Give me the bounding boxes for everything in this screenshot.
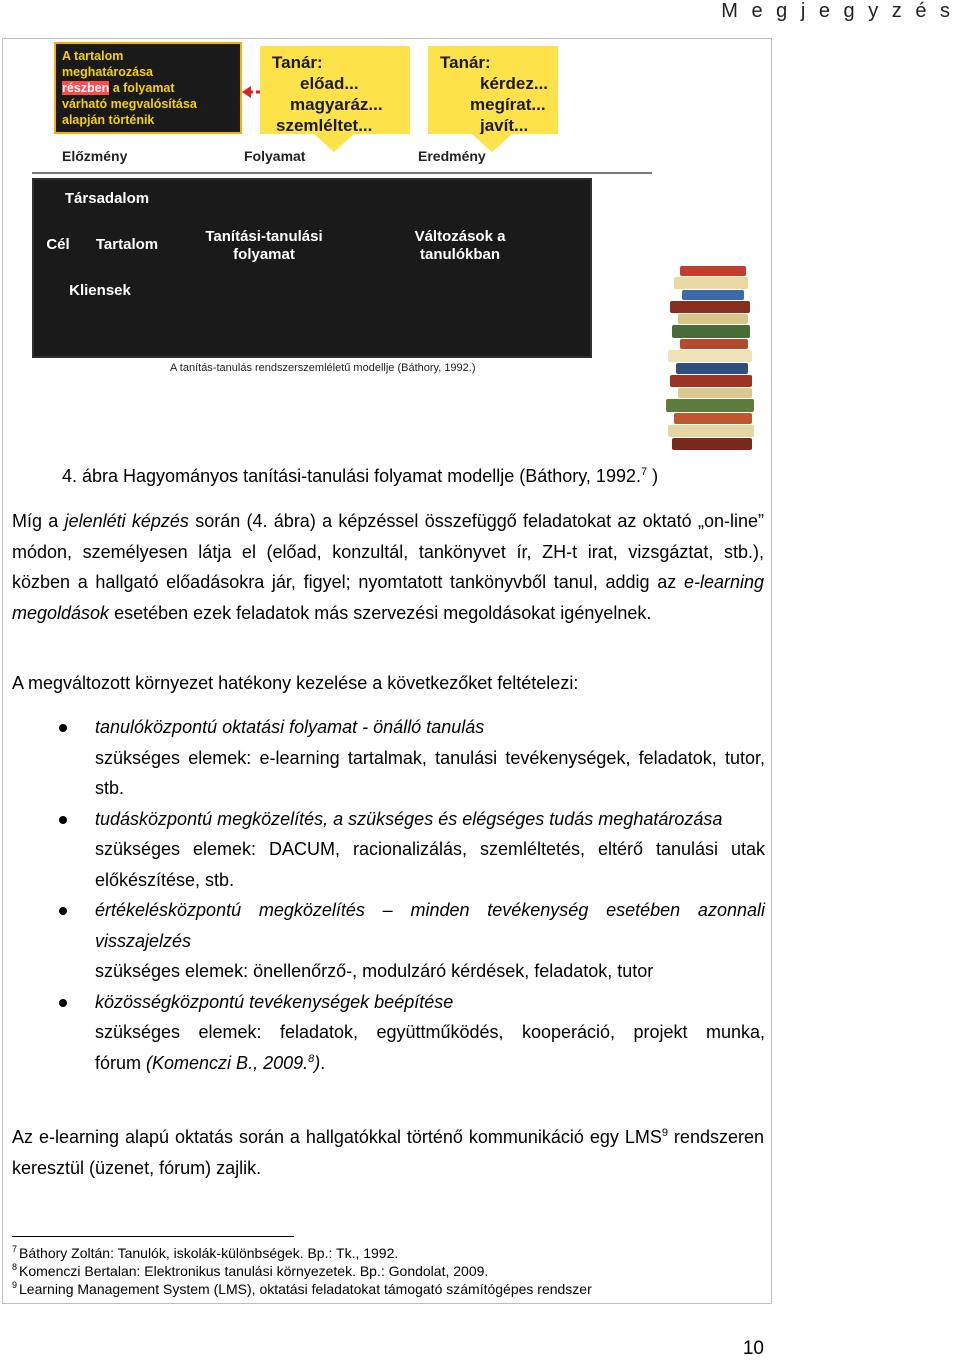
bullet-title: tudásközpontú megközelítés, a szükséges és elégséges tudás meghatározása — [95, 808, 723, 829]
bullet-citation-end: . — [320, 1052, 326, 1073]
stage-prereq: Előzmény — [62, 148, 128, 164]
result-teacher-line-3: javít... — [480, 116, 529, 135]
label-society: Társadalom — [64, 190, 150, 207]
bullet-title: értékelésközpontú megközelítés – minden tevékenység esetében azonnali visszajelzés — [95, 900, 765, 951]
bullet-dot-icon — [59, 724, 67, 732]
process-pointer-icon — [314, 134, 354, 152]
prereq-line-5: alapján történik — [62, 113, 155, 127]
footnote-8-text: Komenczi Bertalan: Elektronikus tanulási környezetek. Bp.: Gondolat, 2009. — [19, 1263, 489, 1279]
bullet-desc: szükséges elemek: önellenőrző-, modulzáró kérdések, feladatok, tutor — [95, 961, 654, 981]
footnote-rule — [12, 1236, 294, 1237]
para1-text-3: esetében ezek feladatok más szervezési megoldásokat igényelnek. — [109, 602, 652, 623]
result-teacher-line-1: kérdez... — [480, 74, 549, 93]
list-item — [55, 804, 765, 896]
book-stack-icon — [660, 266, 770, 456]
figure-caption-footnote-ref: 7 — [640, 466, 648, 478]
figure-box-result-teacher — [428, 46, 558, 134]
para3-rest: rendszeren keresztül (üzenet, fórum) zajlik. — [12, 1127, 764, 1178]
paragraph-3 — [12, 1122, 764, 1183]
figure-caption — [62, 466, 658, 487]
list-item — [55, 895, 765, 987]
prereq-line-2: meghatározása — [62, 65, 154, 79]
label-changes: Változások a tanulókban — [414, 228, 506, 263]
bullet-dot-icon — [59, 999, 67, 1007]
bullet-desc — [95, 1017, 765, 1078]
footnote-7-num: 7 — [12, 1244, 18, 1255]
process-teacher-line-2: magyaráz... — [290, 95, 383, 114]
bullet-dot-icon — [59, 907, 67, 915]
bullet-citation-close: ) — [314, 1052, 321, 1073]
figure-teaching-model — [22, 38, 772, 458]
label-process: Tanítási-tanulási folyamat — [205, 228, 323, 263]
para1-text-2: során (4. ábra) a képzéssel összefüggő feladatokat az oktató „on-line” módon, személyesen látja el (előad, konzultál, tankönyvet ír, ZH-t irat, vizsgáztat, stb.), közben a hallgató előadásokra jár, figyel; nyomtatott tankönyvből tanul, addig az — [12, 511, 764, 592]
stage-process: Folyamat — [244, 148, 306, 164]
process-teacher-line-3: szemléltet... — [276, 116, 373, 135]
page-number: 10 — [742, 1338, 764, 1359]
footnote-8-num: 8 — [12, 1262, 18, 1273]
bullet-title: tanulóközpontú oktatási folyamat - önálló tanulás — [95, 717, 485, 737]
list-item — [55, 712, 765, 804]
footnote-8 — [12, 1262, 592, 1280]
prereq-line-3: a folyamat — [109, 81, 175, 95]
bullet-list — [55, 712, 765, 1078]
bullet-citation-ref: 8 — [308, 1052, 315, 1065]
footnote-9-num: 9 — [12, 1280, 18, 1291]
prereq-line-4: várható megvalósítása — [62, 97, 197, 111]
label-goal: Cél — [46, 236, 70, 253]
para1-italic-1: jelenléti képzés — [64, 511, 189, 531]
para3-text: Az e-learning alapú oktatás során a hallgatókkal történő kommunikáció egy LMS — [12, 1127, 662, 1147]
figure-caption-text: 4. ábra Hagyományos tanítási-tanulási folyamat modellje (Báthory, 1992. — [62, 466, 641, 486]
para3-footnote-ref: 9 — [661, 1127, 668, 1139]
bullet-desc-text: szükséges elemek: feladatok, együttműködés, kooperáció, projekt munka, fórum — [95, 1022, 765, 1073]
list-item — [55, 987, 765, 1079]
paragraph-1 — [12, 506, 764, 628]
prereq-highlight: részben — [62, 81, 110, 95]
bullet-desc: szükséges elemek: DACUM, racionalizálás, szemléltetés, eltérő tanulási utak előkészítése, stb. — [95, 839, 765, 890]
figure-separator — [32, 172, 652, 174]
header-title: M e g j e g y z é s — [721, 0, 954, 22]
figure-inner-caption: A tanítás-tanulás rendszerszemléletű modellje (Báthory, 1992.) — [170, 362, 476, 374]
footnotes — [12, 1244, 592, 1298]
para1-text-1: Míg a — [12, 511, 65, 531]
process-teacher-head: Tanár: — [272, 53, 323, 72]
result-teacher-line-2: megírat... — [470, 95, 546, 114]
footnote-7-text: Báthory Zoltán: Tanulók, iskolák-különbségek. Bp.: Tk., 1992. — [19, 1245, 399, 1261]
label-content: Tartalom — [95, 236, 159, 253]
bullet-desc: szükséges elemek: e-learning tartalmak, tanulási tevékenységek, feladatok, tutor, stb. — [95, 747, 765, 798]
bullet-dot-icon — [59, 816, 67, 824]
para1-italic-2: e-learning megoldások — [12, 572, 764, 623]
prereq-line-1: A tartalom — [62, 49, 124, 63]
footnote-7 — [12, 1244, 592, 1262]
paragraph-2: A megváltozott környezet hatékony kezelése a következőket feltételezi: — [12, 673, 579, 693]
footnote-9-text: Learning Management System (LMS), oktatási feladatokat támogató számítógépes rendszer — [19, 1281, 592, 1297]
figure-box-process-teacher — [260, 46, 410, 134]
process-teacher-line-1: előad... — [300, 74, 359, 93]
bullet-citation: (Komenczi B., 2009. — [146, 1052, 309, 1073]
figure-box-prereq — [54, 42, 242, 134]
result-teacher-head: Tanár: — [440, 53, 491, 72]
footnote-9 — [12, 1280, 592, 1298]
stage-result: Eredmény — [418, 148, 486, 164]
bullet-title: közösségközpontú tevékenységek beépítése — [95, 991, 454, 1012]
label-client: Kliensek — [69, 282, 131, 299]
figure-caption-close: ) — [647, 466, 659, 486]
